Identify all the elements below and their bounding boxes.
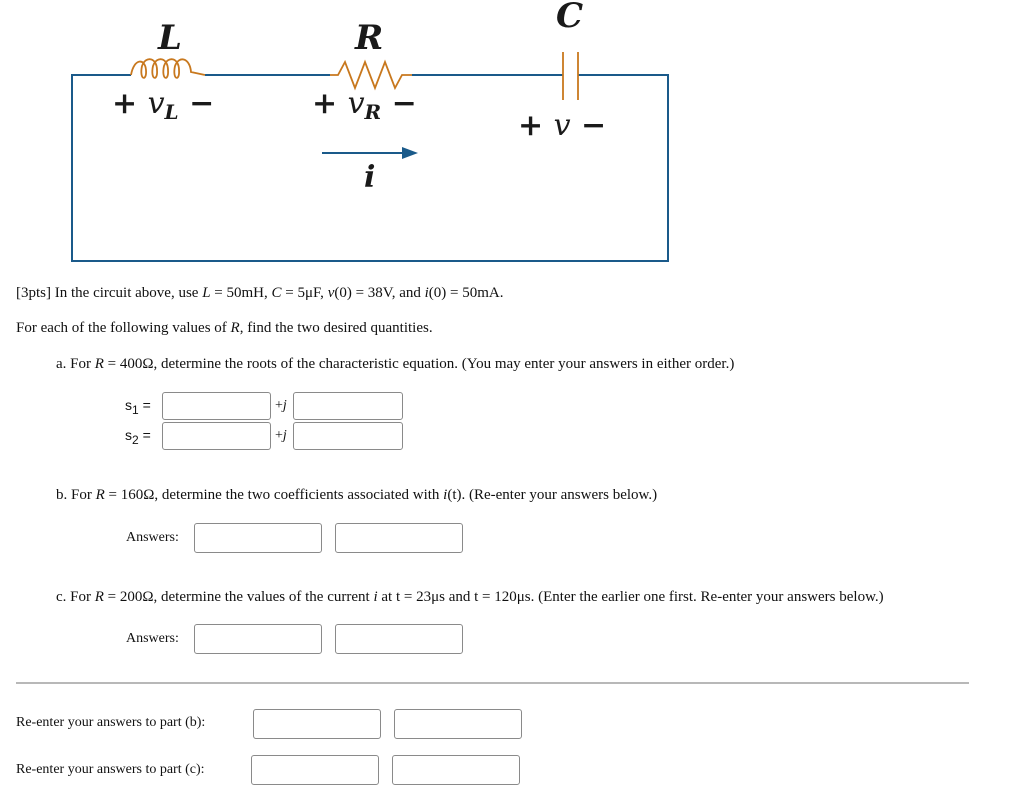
reenter-c-label: Re-enter your answers to part (c):: [16, 762, 205, 777]
part-a-question: a. For R = 400Ω, determine the roots of the characteristic equation. (You may enter your answers in either order.): [56, 356, 735, 372]
reenter-b-answer-1-input[interactable]: [253, 709, 381, 739]
reenter-c-answer-1-input[interactable]: [251, 755, 379, 785]
part-b-answers-label: Answers:: [126, 530, 179, 545]
capacitor-label: C: [556, 0, 584, 36]
resistor-voltage-label: + $v_R$ −: [312, 86, 417, 124]
part-b-answer-1-input[interactable]: [194, 523, 322, 553]
s1-plus-j: +j: [275, 398, 287, 413]
part-c-answers-label: Answers:: [126, 631, 179, 646]
resistor-symbol: [330, 62, 412, 88]
s2-imag-input[interactable]: [293, 422, 403, 450]
current-arrow: [322, 147, 418, 159]
reenter-b-label: Re-enter your answers to part (b):: [16, 715, 206, 730]
part-b-question: b. For R = 160Ω, determine the two coefficients associated with i(t). (Re-enter your answers below.): [56, 487, 658, 503]
inductor-symbol: [131, 59, 205, 78]
part-c-answer-2-input[interactable]: [335, 624, 463, 654]
capacitor-voltage-label: + v −: [518, 108, 607, 143]
current-label: i: [364, 160, 376, 195]
s1-label: s1 =: [125, 397, 151, 417]
problem-intro: [3pts] In the circuit above, use L = 50mH, C = 5μF, v(0) = 38V, and i(0) = 50mA.: [16, 285, 504, 301]
s2-plus-j: +j: [275, 428, 287, 443]
reenter-b-answer-2-input[interactable]: [394, 709, 522, 739]
section-divider: [16, 682, 969, 684]
capacitor-symbol: [563, 52, 578, 100]
reenter-c-answer-2-input[interactable]: [392, 755, 520, 785]
s2-real-input[interactable]: [162, 422, 271, 450]
part-c-question: c. For R = 200Ω, determine the values of the current i at t = 23μs and t = 120μs. (Enter the earlier one first. Re-enter your answers below.): [56, 589, 884, 605]
s2-label: s2 =: [125, 427, 151, 447]
inductor-voltage-label: + $v_L$ −: [112, 86, 215, 124]
part-b-answer-2-input[interactable]: [335, 523, 463, 553]
s1-imag-input[interactable]: [293, 392, 403, 420]
part-c-answer-1-input[interactable]: [194, 624, 322, 654]
inductor-label: L: [158, 18, 182, 58]
resistor-label: R: [355, 18, 384, 58]
problem-instructions: For each of the following values of R, find the two desired quantities.: [16, 320, 433, 336]
s1-real-input[interactable]: [162, 392, 271, 420]
